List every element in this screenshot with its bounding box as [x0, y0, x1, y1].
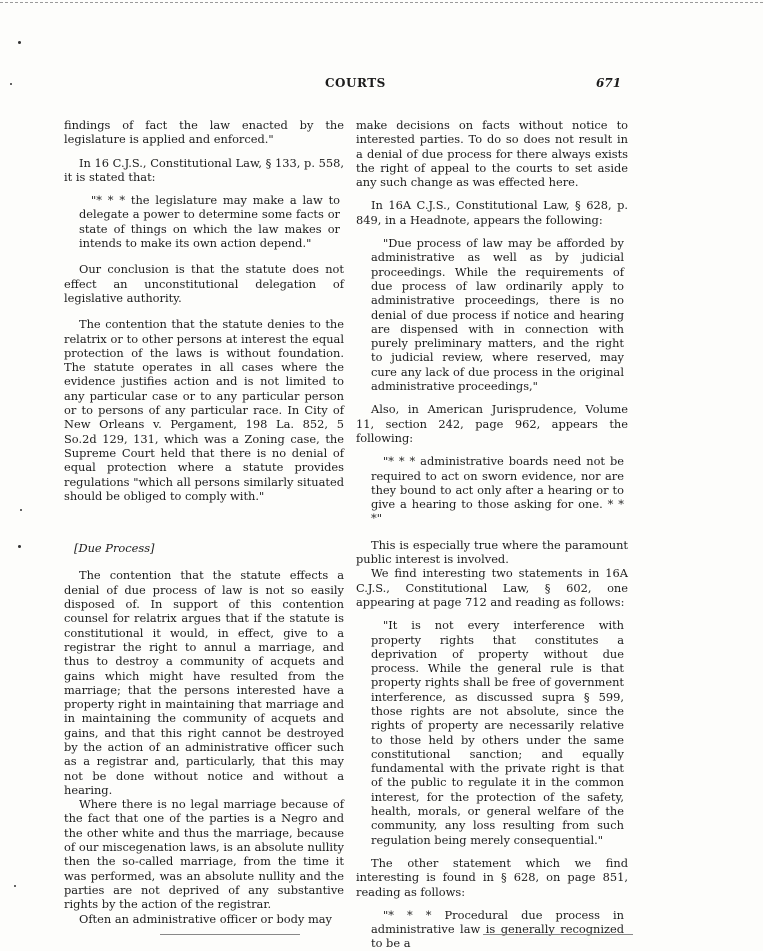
footer-rule — [483, 934, 633, 935]
paragraph: Also, in American Jurisprudence, Volume 11, section 242, page 962, appears the following: — [356, 402, 628, 445]
right-column — [356, 118, 628, 951]
block-quote — [356, 618, 628, 847]
paragraph: Where there is no legal marriage because of the fact that one of the parties is a Negro and the other white and thus the marriage, because of our miscegenation laws, is an absolute nullity then the so-called marriage, from the time it was performed, was an absolute nullity and the parties are not deprived of any substantive rights by the action of the registrar. — [64, 797, 344, 912]
paragraph: findings of fact the law enacted by the legislature is applied and enforced." — [64, 118, 344, 147]
paragraph: We find interesting two statements in 16A C.J.S., Constitutional Law, § 602, one appearing at page 712 and reading as follows: — [356, 566, 628, 609]
footer-rule — [160, 934, 300, 935]
margin-mark — [18, 41, 21, 44]
top-border-rule — [0, 2, 763, 3]
left-column — [64, 118, 344, 926]
quote-text: "It is not every interference with property rights that constitutes a deprivation of property without due process. While the general rule is that property rights shall be free of government interference, as discussed supra § 599, those rights are not absolute, since the rights of property are necessarily relative to those held by others under the same constitutional sanction; and equally fundamental with the private right is that of the public to regulate it in the common interest, for the protection of the safety, health, morals, or general welfare of the community, any loss resulting from such regulation being merely consequential." — [371, 618, 624, 847]
paragraph: In 16A C.J.S., Constitutional Law, § 628, p. 849, in a Headnote, appears the following: — [356, 198, 628, 227]
margin-mark — [14, 885, 16, 887]
running-title: COURTS — [325, 76, 386, 90]
block-quote — [356, 908, 628, 951]
margin-mark — [20, 509, 22, 511]
paragraph: The contention that the statute effects a denial of due process of law is not so easily disposed of. In support of this contention counsel for relatrix argues that if the statute is constitutional it would, in effect, give to a registrar the right to annul a marriage, and thus to destroy a community of acquets and gains which might have resulted from the marriage; that the persons interested have a property right in maintaining that marriage and in maintaining the community of acquets and gains, and that this right cannot be destroyed by the action of an administrative officer such as a registrar and, particularly, that this may not be done without notice and without a hearing. — [64, 568, 344, 797]
paragraph: This is especially true where the paramount public interest is involved. — [356, 537, 628, 567]
page-number: 671 — [596, 76, 622, 90]
block-quote — [356, 236, 628, 393]
page-header — [0, 76, 763, 92]
margin-mark — [18, 545, 21, 548]
block-quote — [356, 454, 628, 525]
paragraph: In 16 C.J.S., Constitutional Law, § 133, p. 558, it is stated that: — [64, 155, 344, 184]
paragraph: The contention that the statute denies to the relatrix or to other persons at interest the equal protection of the laws is without foundation. The statute operates in all cases where the evidence justifies action and is not limited to any particular case or to any particular person or to persons of any particular race. In City of New Orleans v. Pergament, 198 La. 852, 5 So.2d 129, 131, which was a Zoning case, the Supreme Court held that there is no denial of equal protection where a statute provides regulations "which all persons similarly situated should be obliged to comply with." — [64, 317, 344, 503]
quote-text: "* * * administrative boards need not be required to act on sworn evidence, nor are they bound to act only after a hearing or to give a hearing to those asking for one. * * *" — [371, 454, 624, 526]
block-quote — [64, 193, 344, 250]
quote-text: "* * * Procedural due process in administrative law is generally recognized to be a — [371, 907, 624, 951]
quote-text: "Due process of law may be afforded by administrative as well as by judicial proceedings. While the requirements of due process of law ordinarily apply to administrative proceedings, there is no denial of due process if notice and hearing are dispensed with in connection with purely preliminary matters, and the right to judicial review, where reserved, may cure any lack of due process in the original administrative proceedings," — [371, 236, 624, 394]
paragraph: make decisions on facts without notice to interested parties. To do so does not result in a denial of due process for there always exists the right of appeal to the courts to set aside any such change as was effected here. — [356, 118, 628, 190]
section-heading: [Due Process] — [74, 541, 155, 556]
paragraph: Our conclusion is that the statute does not effect an unconstitutional delegation of legislative authority. — [64, 262, 344, 305]
paragraph: The other statement which we find interesting is found in § 628, on page 851, reading as follows: — [356, 855, 628, 899]
paragraph: Often an administrative officer or body may — [79, 911, 332, 926]
quote-text: "* * * the legislature may make a law to delegate a power to determine some facts or state of things on which the law makes or intends to make its own action depend." — [79, 193, 340, 251]
